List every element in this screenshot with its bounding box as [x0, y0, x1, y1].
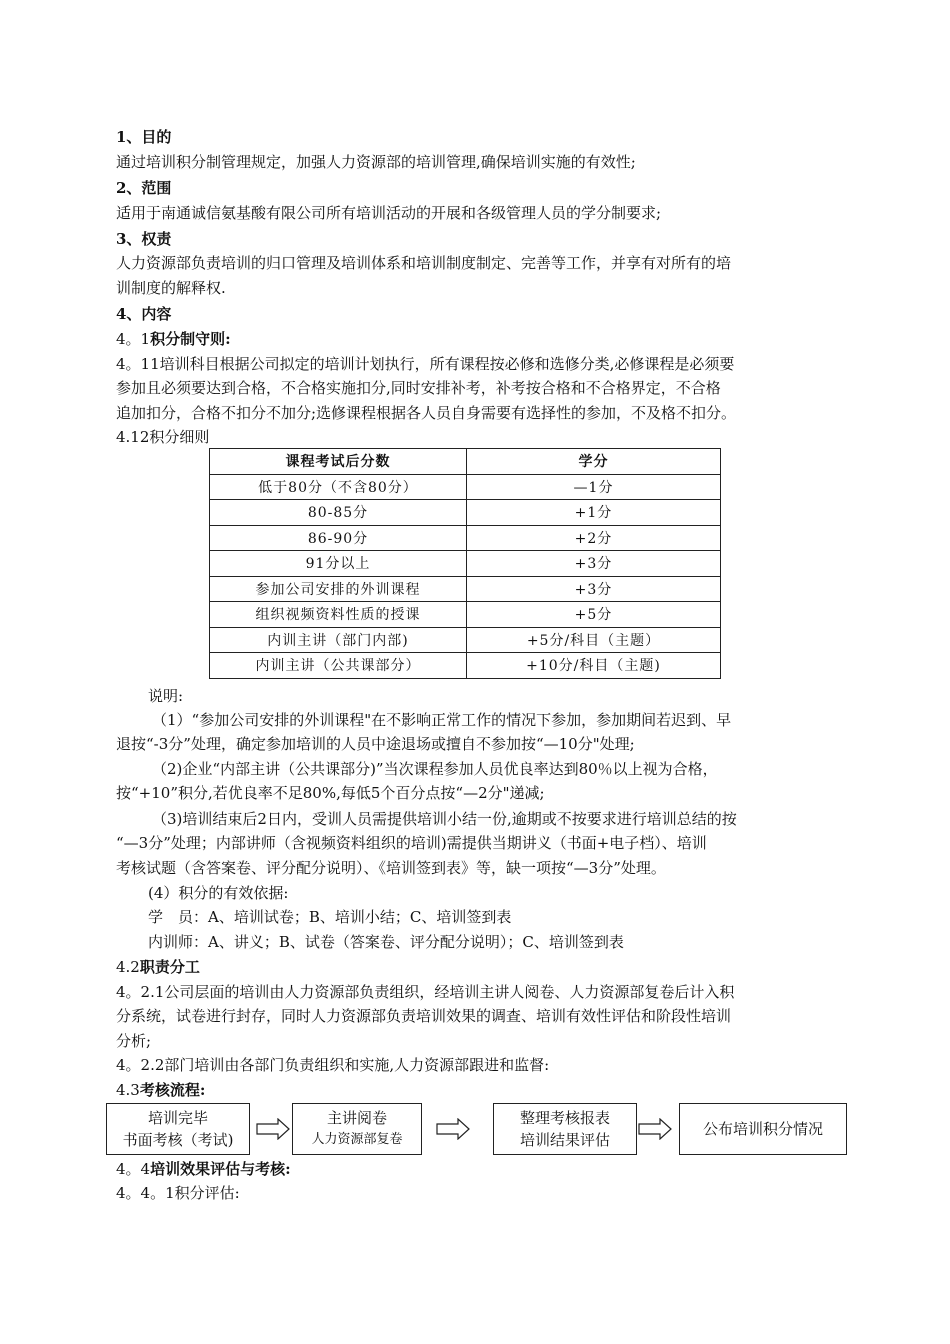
para-4-2-2: 4。2.2部门培训由各部门负责组织和实施,人力资源部跟进和监督:	[116, 1056, 550, 1074]
note-2-line2: 按“+10”积分,若优良率不足80%,每低5个百分点按“—2分"递减;	[116, 784, 545, 802]
para-4-11-line1: 4。11培训科目根据公司拟定的培训计划执行，所有课程按必修和选修分类,必修课程是必须要	[116, 355, 735, 373]
table-row	[210, 576, 721, 602]
section-3-text-line1: 人力资源部负责培训的归口管理及培训体系和培训制度制定、完善等工作，并享有对所有的培	[116, 254, 732, 272]
para-4-11-line2: 参加且必须要达到合格，不合格实施扣分,同时安排补考，补考按合格和不合格界定，不合格	[116, 379, 721, 397]
section-1-text: 通过培训积分制管理规定，加强人力资源部的培训管理,确保培训实施的有效性;	[116, 153, 636, 171]
table-cell: 内训主讲（公共课部分）	[210, 653, 467, 679]
section-4-1-heading	[116, 329, 231, 349]
section-4-2-number: 4.2	[116, 958, 140, 976]
flow-step-3	[493, 1103, 637, 1155]
section-4-title: 4、内容	[116, 305, 172, 323]
flow-arrow-1-icon	[256, 1118, 290, 1140]
table-row	[210, 525, 721, 551]
table-row	[210, 653, 721, 679]
flow-step-1-line2: 书面考核（考试)	[122, 1131, 234, 1149]
table-cell: 参加公司安排的外训课程	[210, 576, 467, 602]
section-3-title: 3、权责	[116, 230, 172, 248]
section-4-2-heading	[116, 957, 200, 977]
flow-step-2-line1: 主讲阅卷	[326, 1109, 387, 1127]
para-4-12-title: 4.12积分细则	[116, 428, 210, 446]
table-cell: +1分	[467, 500, 721, 526]
note-4-trainer: 内训师：A、讲义；B、试卷（答案卷、评分配分说明）；C、培训签到表	[148, 933, 624, 951]
section-2-title: 2、范围	[116, 179, 172, 197]
section-4-4-title: 培训效果评估与考核:	[150, 1160, 291, 1178]
note-4-student: 学 员：A、培训试卷；B、培训小结；C、培训签到表	[148, 908, 512, 926]
table-cell: —1分	[467, 474, 721, 500]
section-4-1-number: 4。1	[116, 330, 151, 348]
flow-step-1	[106, 1103, 250, 1155]
para-4-11-line3: 追加扣分，合格不扣分不加分;选修课程根据各人员自身需要有选择性的参加，不及格不扣分。	[116, 404, 737, 422]
section-4-1-title: 积分制守则:	[150, 330, 231, 348]
flow-arrow-3-icon	[638, 1118, 672, 1140]
table-cell: 91分以上	[210, 551, 467, 577]
flow-step-3-line2: 培训结果评估	[519, 1131, 610, 1149]
flow-step-1-line1: 培训完毕	[147, 1109, 208, 1127]
table-cell: +10分/科目（主题)	[467, 653, 721, 679]
table-row	[210, 551, 721, 577]
flow-step-2-line2: 人力资源部复卷	[311, 1132, 403, 1147]
flow-step-3-line1: 整理考核报表	[519, 1109, 610, 1127]
section-4-4-heading	[116, 1159, 291, 1179]
notes-label: 说明:	[148, 687, 184, 705]
note-2-line1: （2)企业“内部主讲（公共课部分)”当次课程参加人员优良率达到80％以上视为合格，	[152, 760, 718, 778]
flow-step-4	[679, 1103, 847, 1155]
table-cell: +3分	[467, 551, 721, 577]
note-3-line1: （3)培训结束后2日内，受训人员需提供培训小结一份,逾期或不按要求进行培训总结的按	[152, 810, 737, 828]
table-cell: +5分/科目（主题）	[467, 627, 721, 653]
flow-arrow-2-icon	[436, 1118, 470, 1140]
note-1-line2: 退按“-3分”处理，确定参加培训的人员中途退场或擅自不参加按“—10分"处理;	[116, 735, 635, 753]
table-row	[210, 500, 721, 526]
section-4-2-title: 职责分工	[139, 958, 200, 976]
note-3-line2: “—3分”处理；内部讲师（含视频资料组织的培训)需提供当期讲义（书面+电子档）、培训	[116, 834, 707, 852]
table-cell: 内训主讲（部门内部)	[210, 627, 467, 653]
section-1-title: 1、目的	[116, 128, 172, 146]
table-header-score: 课程考试后分数	[210, 449, 467, 475]
table-cell: 80-85分	[210, 500, 467, 526]
table-row	[210, 474, 721, 500]
flow-step-4-line1: 公布培训积分情况	[702, 1120, 823, 1138]
section-2-text: 适用于南通诚信氨基酸有限公司所有培训活动的开展和各级管理人员的学分制要求;	[116, 204, 662, 222]
section-4-4-number: 4。4	[116, 1160, 151, 1178]
flow-step-2	[292, 1103, 422, 1155]
table-cell: 低于80分（不含80分）	[210, 474, 467, 500]
section-4-3-number: 4.3	[116, 1081, 140, 1099]
section-3-text-line2: 训制度的解释权.	[116, 279, 226, 297]
table-cell: +2分	[467, 525, 721, 551]
table-cell: +3分	[467, 576, 721, 602]
score-credit-table	[209, 448, 721, 679]
table-row	[210, 602, 721, 628]
table-header-row	[210, 449, 721, 475]
note-4-title: (4）积分的有效依据:	[148, 884, 289, 902]
section-4-3-title: 考核流程:	[139, 1081, 206, 1099]
table-header-credit: 学分	[467, 449, 721, 475]
table-cell: 组织视频资料性质的授课	[210, 602, 467, 628]
table-row	[210, 627, 721, 653]
para-4-4-1: 4。4。1积分评估:	[116, 1184, 240, 1202]
para-4-2-1-line3: 分析;	[116, 1032, 152, 1050]
para-4-2-1-line1: 4。2.1公司层面的培训由人力资源部负责组织，经培训主讲人阅卷、人力资源部复卷后计入积	[116, 983, 735, 1001]
note-1-line1: （1）“参加公司安排的外训课程"在不影响正常工作的情况下参加，参加期间若迟到、早	[152, 711, 732, 729]
para-4-2-1-line2: 分系统，试卷进行封存，同时人力资源部负责培训效果的调查、培训有效性评估和阶段性培训	[116, 1007, 732, 1025]
table-cell: +5分	[467, 602, 721, 628]
section-4-3-heading	[116, 1080, 205, 1100]
note-3-line3: 考核试题（含答案卷、评分配分说明）、《培训签到表》等，缺一项按“—3分”处理。	[116, 859, 666, 877]
table-cell: 86-90分	[210, 525, 467, 551]
